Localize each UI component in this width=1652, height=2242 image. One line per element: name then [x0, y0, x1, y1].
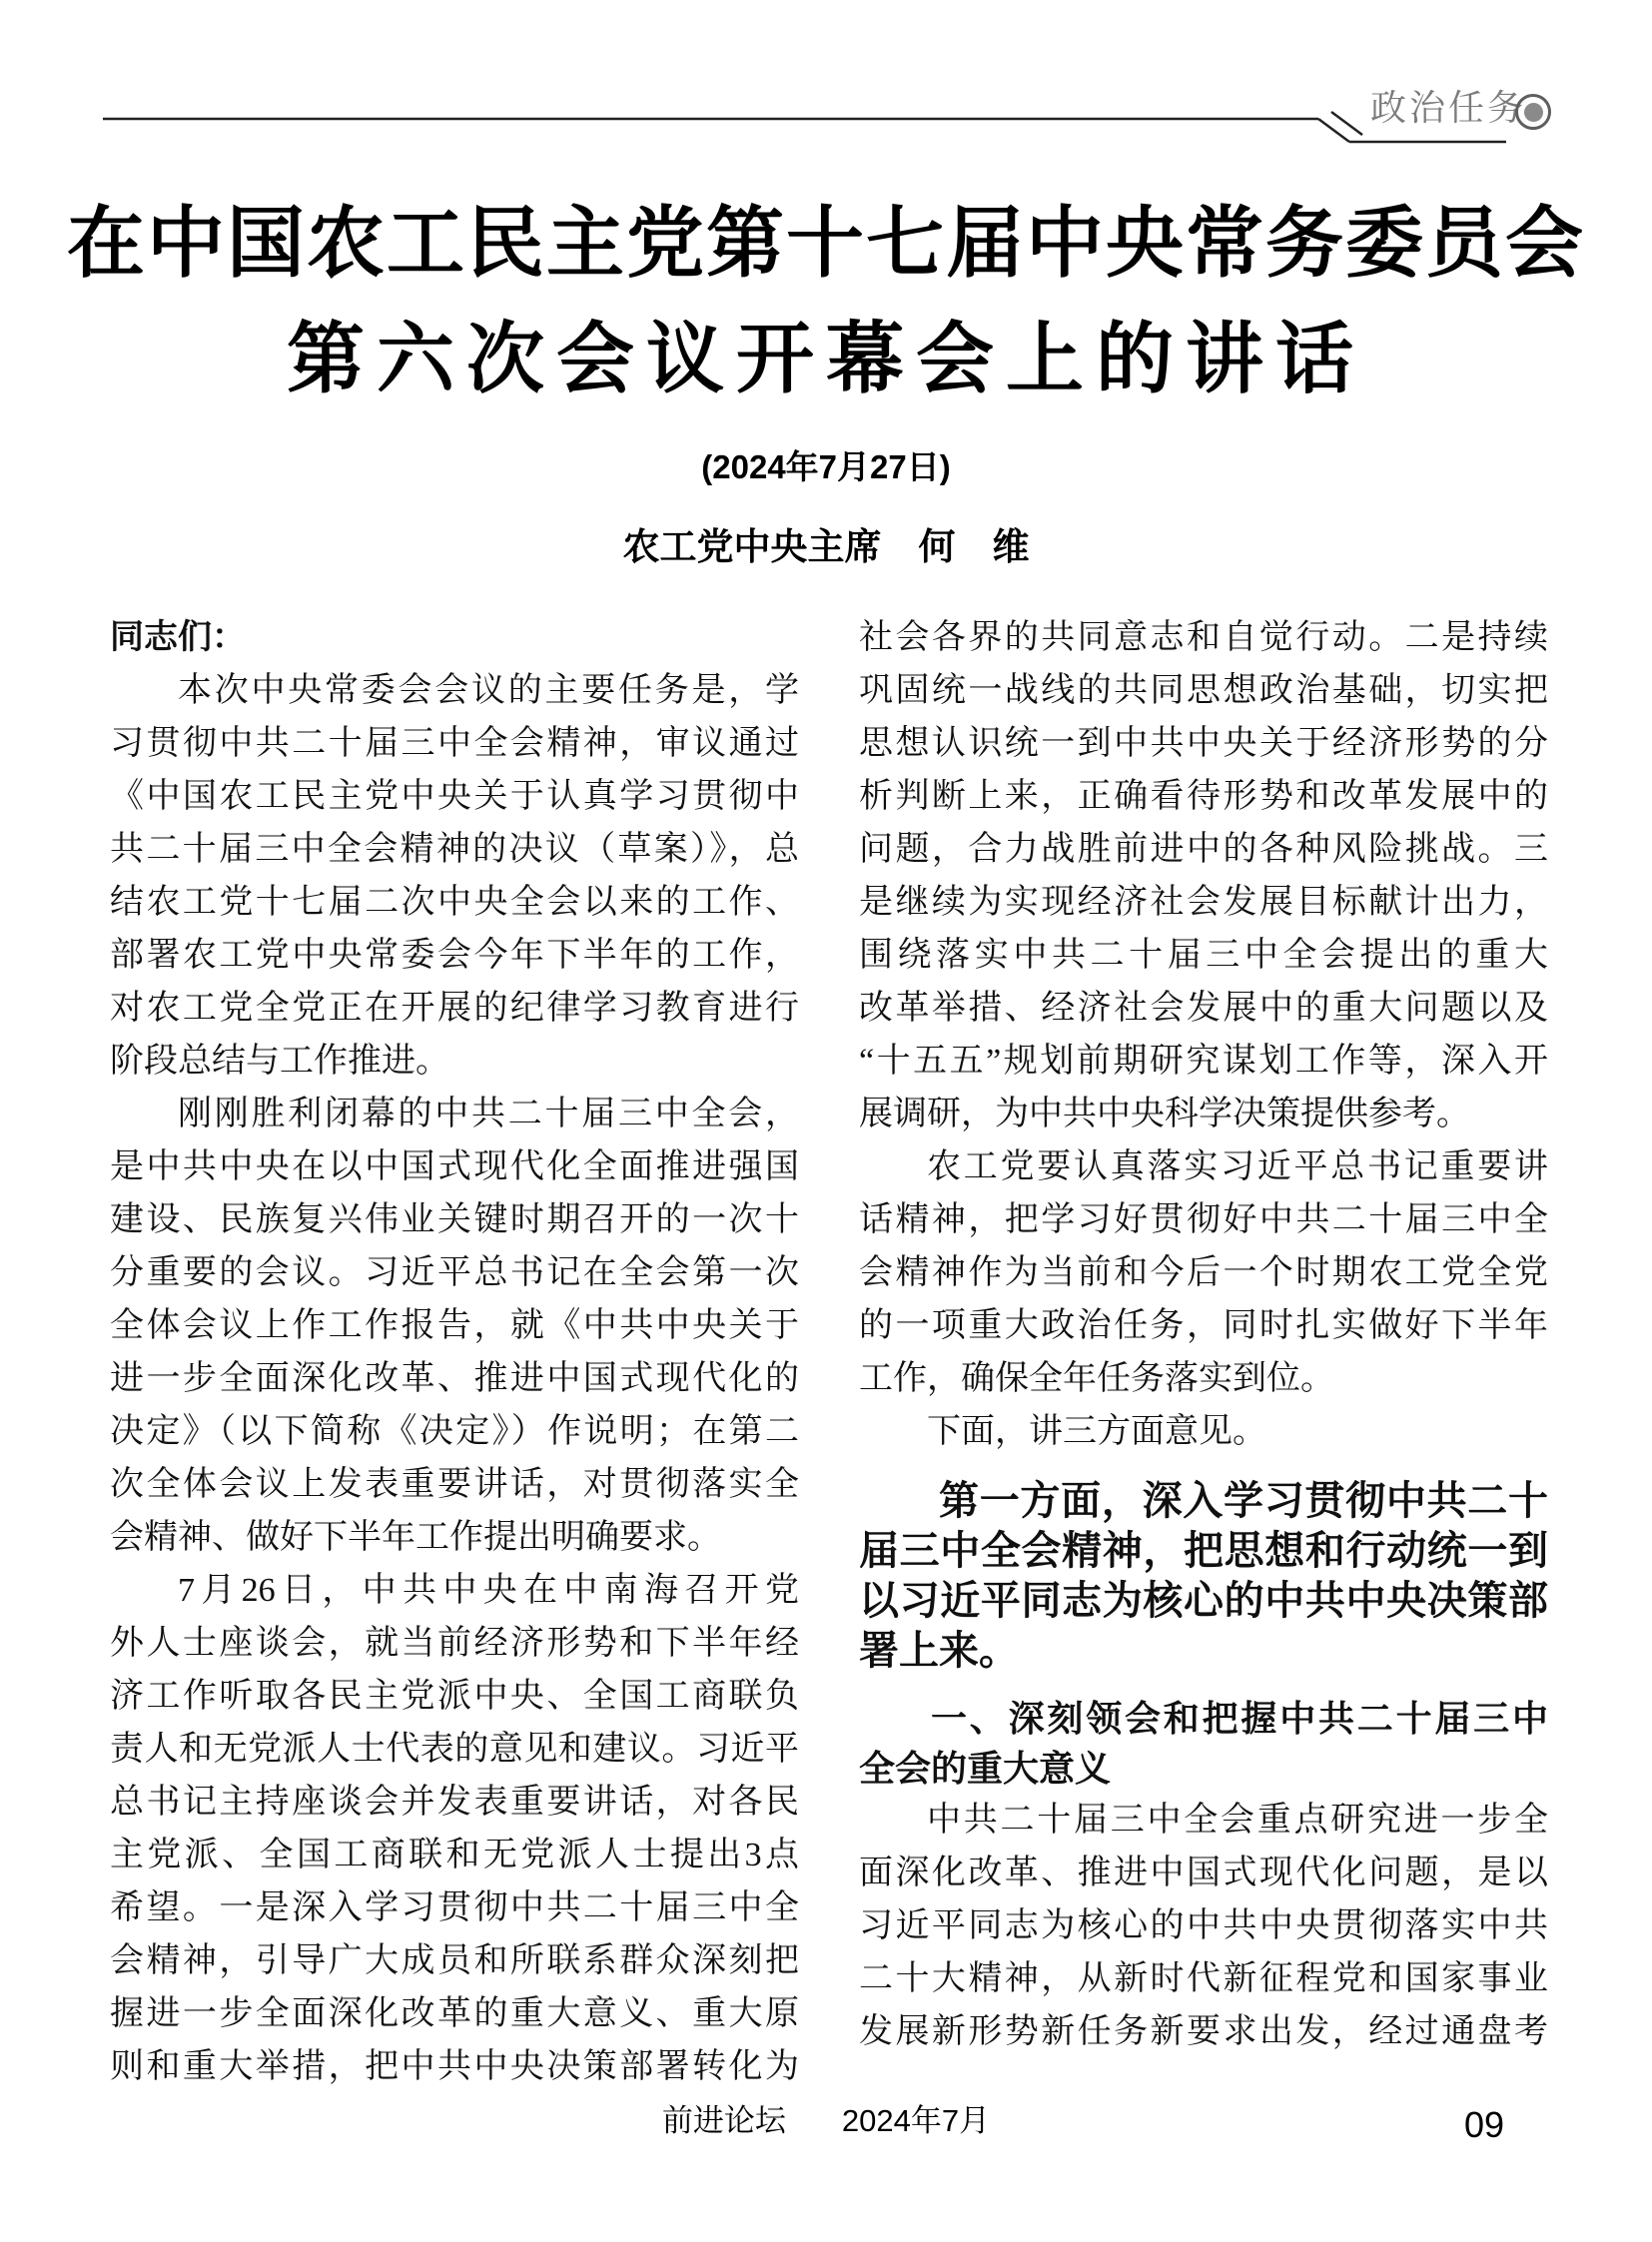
text-line: 思想认识统一到中共中央关于经济形势的分 [859, 725, 1548, 762]
text-line: 本次中央常委会会议的主要任务是，学 [178, 672, 799, 709]
section-tag-label: 政治任务 [1370, 88, 1527, 128]
text-line: 刚刚胜利闭幕的中共二十届三中全会， [178, 1096, 799, 1132]
text-line: 二十大精神，从新时代新征程党和国家事业 [859, 1960, 1548, 1997]
text-line: 社会各界的共同意志和自觉行动。二是持续 [859, 619, 1548, 656]
text-line: 结农工党十七届二次中央全会以来的工作、 [110, 884, 799, 921]
title-block [0, 196, 1652, 569]
text-line: 工作，确保全年任务落实到位。 [859, 1360, 1334, 1397]
text-line: 中共二十届三中全会重点研究进一步全 [927, 1802, 1548, 1839]
text-line: 话精神，把学习好贯彻好中共二十届三中全 [859, 1201, 1548, 1238]
article-date: (2024年7月27日) [701, 448, 951, 485]
text-line: 希望。一是深入学习贯彻中共二十届三中全 [110, 1889, 799, 1926]
page-number: 09 [1464, 2104, 1505, 2145]
text-line: 握进一步全面深化改革的重大意义、重大原 [110, 1995, 799, 2032]
text-line: 对农工党全党正在开展的纪律学习教育进行 [110, 990, 799, 1027]
page-footer [0, 2101, 1652, 2141]
text-line: 次全体会议上发表重要讲话，对贯彻落实全 [110, 1466, 799, 1503]
text-line: 展调研，为中共中央科学决策提供参考。 [859, 1096, 1470, 1132]
text-line: 进一步全面深化改革、推进中国式现代化的 [110, 1360, 799, 1397]
text-line: 下面，讲三方面意见。 [927, 1413, 1266, 1450]
text-line: 7月26日，中共中央在中南海召开党 [178, 1572, 799, 1609]
text-line: 共二十届三中全会精神的决议（草案）》，总 [110, 831, 799, 868]
text-line: 外人士座谈会，就当前经济形势和下半年经 [110, 1625, 799, 1662]
column-left [110, 611, 799, 2093]
text-line: 以习近平同志为核心的中共中央决策部 [859, 1579, 1548, 1623]
text-line: 面深化改革、推进中国式现代化问题，是以 [859, 1855, 1548, 1891]
text-line: 农工党要认真落实习近平总书记重要讲 [927, 1148, 1548, 1185]
text-line: 总书记主持座谈会并发表重要讲话，对各民 [110, 1784, 799, 1821]
text-line: 问题，合力战胜前进中的各种风险挑战。三 [859, 831, 1548, 868]
text-line: 全会的重大意义 [859, 1749, 1112, 1789]
text-line: 主党派、全国工商联和无党派人士提出3点 [110, 1837, 799, 1873]
text-line: 一、深刻领会和把握中共二十届三中 [931, 1699, 1548, 1739]
text-line: 济工作听取各民主党派中央、全国工商联负 [110, 1678, 799, 1715]
section-tag-bullet-icon [1515, 94, 1551, 130]
article-author: 农工党中央主席 何 维 [622, 526, 1030, 567]
text-line: 《中国农工民主党中央关于认真学习贯彻中 [110, 778, 799, 815]
text-line: 巩固统一战线的共同思想政治基础，切实把 [859, 672, 1548, 709]
text-line: 会精神，引导广大成员和所联系群众深刻把 [110, 1942, 799, 1979]
text-line: 全体会议上作工作报告，就《中共中央关于 [110, 1307, 799, 1344]
article-title-line-1: 在中国农工民主党第十七届中央常务委员会 [66, 199, 1585, 287]
text-line: 同志们： [110, 618, 246, 656]
text-line: 的一项重大政治任务，同时扎实做好下半年 [859, 1307, 1548, 1344]
text-line: 届三中全会精神，把思想和行动统一到 [859, 1529, 1548, 1573]
text-line: 是中共中央在以中国式现代化全面推进强国 [110, 1148, 799, 1185]
text-line: 是继续为实现经济社会发展目标献计出力， [859, 884, 1548, 921]
text-line: 分重要的会议。习近平总书记在全会第一次 [110, 1254, 799, 1291]
text-line: 析判断上来，正确看待形势和改革发展中的 [859, 778, 1548, 815]
article-body [110, 611, 1548, 2093]
text-line: 发展新形势新任务新要求出发，经过通盘考 [859, 2013, 1548, 2050]
footer-journal-name: 前进论坛 [661, 2103, 786, 2138]
text-line: 则和重大举措，把中共中央决策部署转化为 [110, 2048, 799, 2085]
article-title-line-2: 第六次会议开幕会上的讲话 [286, 315, 1365, 402]
text-line: 建设、民族复兴伟业关键时期召开的一次十 [110, 1201, 799, 1238]
text-line: 第一方面，深入学习贯彻中共二十 [939, 1479, 1548, 1523]
footer-issue-date: 2024年7月 [841, 2103, 991, 2138]
header-rule [0, 0, 1652, 170]
text-line: 部署农工党中央常委会今年下半年的工作， [110, 937, 799, 974]
text-line: 会精神、做好下半年工作提出明确要求。 [110, 1519, 721, 1556]
text-line: 习贯彻中共二十届三中全会精神，审议通过 [110, 725, 799, 762]
text-line: 改革举措、经济社会发展中的重大问题以及 [859, 990, 1548, 1027]
text-line: 会精神作为当前和今后一个时期农工党全党 [859, 1254, 1548, 1291]
text-line: 习近平同志为核心的中共中央贯彻落实中共 [859, 1907, 1548, 1944]
text-line: 署上来。 [859, 1629, 1019, 1673]
text-line: “十五五”规划前期研究谋划工作等，深入开 [859, 1043, 1548, 1080]
column-right [859, 611, 1548, 2093]
text-line: 围绕落实中共二十届三中全会提出的重大 [859, 937, 1548, 974]
text-line: 决定》（以下简称《决定》）作说明；在第二 [110, 1413, 799, 1450]
text-line: 责人和无党派人士代表的意见和建议。习近平 [110, 1731, 799, 1768]
text-line: 阶段总结与工作推进。 [110, 1043, 449, 1080]
